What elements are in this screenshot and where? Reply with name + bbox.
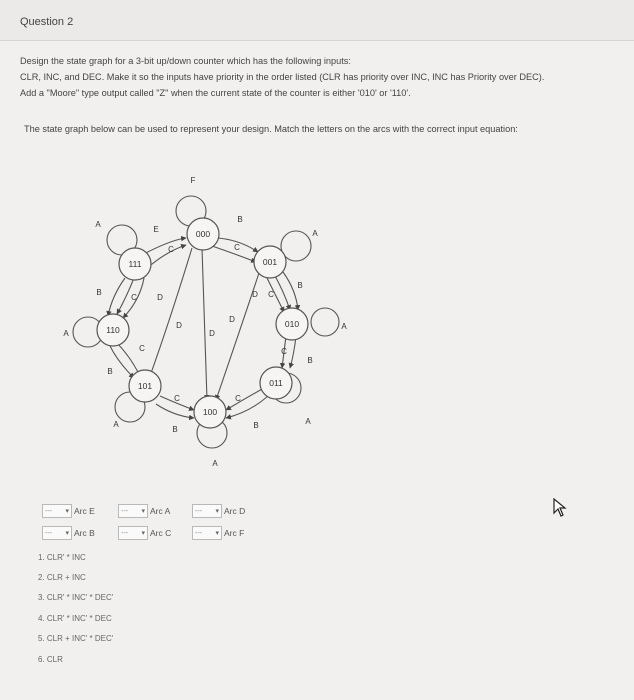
state-label-000: 000: [195, 229, 211, 239]
chevron-down-icon: ▾: [141, 530, 145, 537]
arc-label: C: [131, 293, 137, 302]
arc-111-110: [108, 278, 125, 316]
chevron-down-icon: ▾: [65, 508, 69, 515]
option-3: 3. CLR' * INC' * DEC': [38, 593, 114, 602]
arc-label: D: [252, 290, 258, 299]
question-line-4: The state graph below can be used to represent your design. Match the letters on the arcs with the correct input equation:: [24, 124, 518, 134]
question-line-2: CLR, INC, and DEC. Make it so the inputs have priority in the order listed (CLR has priority over INC, INC has Priority over DEC).: [20, 72, 545, 82]
self-loop-010: [311, 308, 339, 336]
state-label-110: 110: [106, 325, 120, 335]
arc-label: C: [281, 347, 287, 356]
arc-label: C: [168, 245, 174, 254]
arc-label: A: [341, 322, 347, 331]
arc-label: C: [235, 394, 241, 403]
state-label-111: 111: [128, 259, 142, 269]
arc-011-100: [226, 388, 264, 410]
chevron-down-icon: ▾: [215, 508, 219, 515]
arc-label: D: [229, 315, 235, 324]
arc-label: D: [176, 321, 182, 330]
arc-label: A: [312, 229, 318, 238]
arc-f-select[interactable]: --- ▾ Arc F: [192, 525, 244, 541]
arc-label: A: [212, 459, 218, 468]
chevron-down-icon: ▾: [215, 530, 219, 537]
state-label-010: 010: [284, 319, 300, 329]
option-6: 6. CLR: [38, 655, 63, 664]
arc-110-101: [110, 346, 134, 378]
arc-label: C: [174, 394, 180, 403]
arc-label: B: [172, 425, 178, 434]
arc-d-select[interactable]: --- ▾ Arc D: [192, 503, 245, 519]
option-2: 2. CLR + INC: [38, 573, 86, 582]
arc-e-select[interactable]: --- ▾ Arc E: [42, 503, 95, 519]
arc-label: D: [157, 293, 163, 302]
arc-label: B: [96, 288, 102, 297]
arc-label: C: [268, 290, 274, 299]
question-title: Question 2: [20, 16, 74, 28]
arc-label: A: [95, 220, 101, 229]
arc-011-100-b: [226, 396, 268, 418]
state-label-100: 100: [202, 407, 218, 417]
question-line-1: Design the state graph for a 3-bit up/down counter which has the following inputs:: [20, 56, 351, 66]
option-1: 1. CLR' * INC: [38, 553, 86, 562]
arc-label: B: [253, 421, 259, 430]
state-label-001: 001: [262, 257, 278, 267]
arc-label: B: [297, 281, 303, 290]
option-4: 4. CLR' * INC' * DEC: [38, 614, 112, 623]
arc-label: F: [190, 176, 196, 185]
arc-label: E: [153, 225, 159, 234]
arc-label: B: [307, 356, 313, 365]
state-label-101: 101: [137, 381, 153, 391]
chevron-down-icon: ▾: [65, 530, 69, 537]
arc-label: A: [113, 420, 119, 429]
arc-label: B: [107, 367, 113, 376]
arc-label: C: [234, 243, 240, 252]
arc-010-011-b: [290, 336, 296, 368]
arc-c-select[interactable]: --- ▾ Arc C: [118, 525, 171, 541]
arc-label: A: [305, 417, 311, 426]
chevron-down-icon: ▾: [141, 508, 145, 515]
arc-label: B: [237, 215, 243, 224]
state-label-011: 011: [269, 378, 283, 388]
mouse-pointer-icon: [552, 498, 568, 518]
arc-a-select[interactable]: --- ▾ Arc A: [118, 503, 170, 519]
arc-label: A: [63, 329, 69, 338]
arc-001-010-c: [283, 272, 298, 310]
option-5: 5. CLR + INC' * DEC': [38, 634, 114, 643]
arc-label: D: [209, 329, 215, 338]
question-line-3: Add a "Moore" type output called "Z" when the current state of the counter is either '010' or '110'.: [20, 88, 411, 98]
arc-000-101: [150, 248, 192, 376]
arc-b-select[interactable]: --- ▾ Arc B: [42, 525, 95, 541]
arc-label: C: [139, 344, 145, 353]
arc-000-100: [202, 248, 207, 400]
arc-101-100-b: [156, 404, 194, 418]
